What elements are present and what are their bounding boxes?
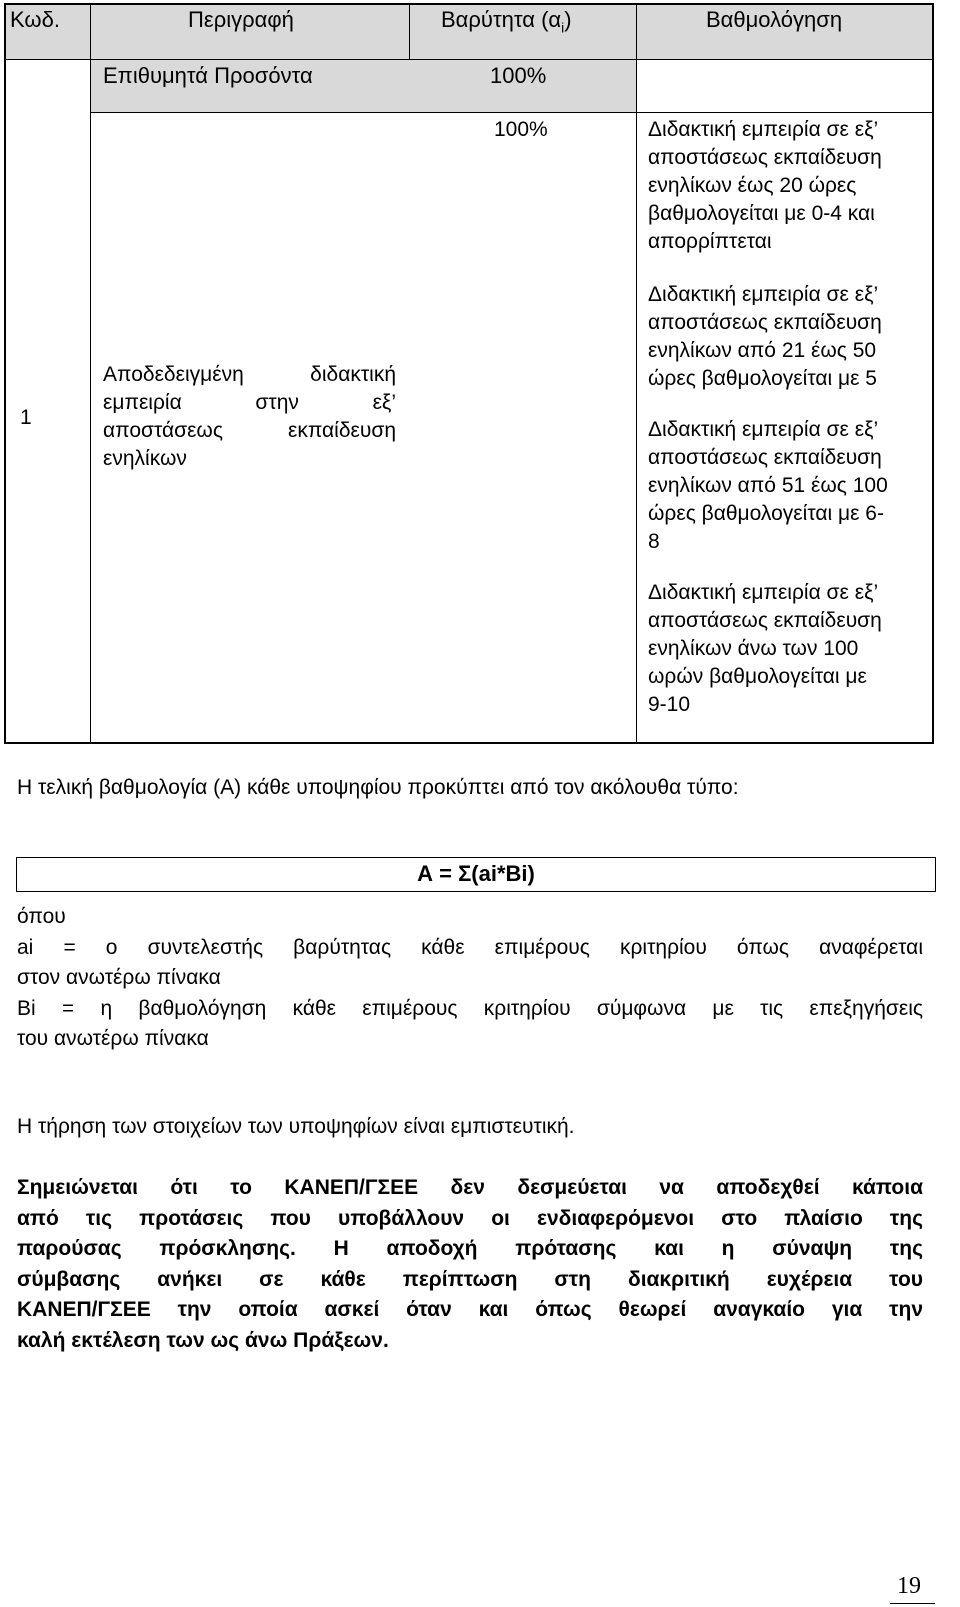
criterion-description <box>103 361 396 473</box>
grading-line: Διδακτική εμπειρία σε εξ’ <box>648 418 879 441</box>
grading-line: ενηλίκων άνω των 100 <box>648 637 859 660</box>
notice-line: καλή εκτέλεση των ως άνω Πράξεων. <box>17 1328 389 1352</box>
table-top-border <box>4 3 934 5</box>
grading-line: ώρες βαθμολογείται με 5 <box>648 367 877 390</box>
grading-line: αποστάσεως εκπαίδευση <box>648 446 882 469</box>
ai-definition-line2: στον ανωτέρω πίνακα <box>17 966 221 989</box>
ai-definition-line1: ai = ο συντελεστής βαρύτητας κάθε επιμέρους κριτηρίου όπως αναφέρεται <box>17 935 923 959</box>
table-section-bottom-border <box>91 112 934 113</box>
criterion-description-line: ενηλίκων <box>103 447 187 470</box>
criterion-code: 1 <box>20 406 32 429</box>
grading-line: 9-10 <box>648 693 691 716</box>
table-weight-col-border <box>409 3 410 60</box>
grading-line: βαθμολογείται με 0-4 και <box>648 202 875 225</box>
table-code-col-border <box>90 3 91 744</box>
grading-line: ενηλίκων έως 20 ώρες <box>648 174 857 197</box>
table-left-border <box>4 3 6 744</box>
notice-paragraph <box>17 1173 923 1356</box>
notice-line: παρούσας πρόσκλησης. Η αποδοχή πρότασης και η σύναψη της <box>17 1237 923 1260</box>
page-number-rule <box>890 1603 935 1604</box>
grading-line: ώρες βαθμολογείται με 6- <box>648 502 884 525</box>
grading-line: Διδακτική εμπειρία σε εξ’ <box>648 118 879 141</box>
section-label: Επιθυμητά Προσόντα <box>103 63 313 88</box>
criterion-description-line: αποστάσεως εκπαίδευση <box>103 419 396 442</box>
grading-block-2 <box>648 281 882 393</box>
bi-definition-line1: Bi = η βαθμολόγηση κάθε επιμέρους κριτηρίου σύμφωνα με τις επεξηγήσεις <box>17 996 923 1020</box>
table-grading-col-border <box>636 3 637 744</box>
formula-box <box>16 857 936 892</box>
confidentiality-note: Η τήρηση των στοιχείων των υποψηφίων είναι εμπιστευτική. <box>17 1115 575 1138</box>
criterion-description-line: Αποδεδειγμένη διδακτική <box>103 363 396 386</box>
grading-block-4 <box>648 579 882 719</box>
page-number: 19 <box>897 1573 921 1599</box>
header-weight <box>441 6 572 41</box>
grading-line: ενηλίκων από 51 έως 100 <box>648 474 888 497</box>
grading-line: αποστάσεως εκπαίδευση <box>648 609 882 632</box>
grading-line: απορρίπτεται <box>648 230 772 253</box>
bi-definition-line2: του ανωτέρω πίνακα <box>17 1027 209 1050</box>
table-header-bottom-border <box>4 59 934 60</box>
criterion-weight: 100% <box>494 118 548 141</box>
grading-line: ενηλίκων από 21 έως 50 <box>648 339 877 362</box>
grading-line: ωρών βαθμολογείται με <box>648 665 867 688</box>
header-description: Περιγραφή <box>188 7 294 32</box>
formula: Α = Σ(ai*Bi) <box>417 861 535 886</box>
where-label: όπου <box>17 905 66 928</box>
grading-block-3 <box>648 416 888 556</box>
section-row-grading-shading <box>637 60 933 113</box>
criterion-description-line: εμπειρία στην εξ’ <box>103 391 396 414</box>
header-weight-sub: i <box>561 19 565 36</box>
table-right-border <box>932 3 934 744</box>
notice-line: από τις προτάσεις που υποβάλλουν οι ενδιαφερόμενοι στο πλαίσιο της <box>17 1206 923 1230</box>
grading-line: αποστάσεως εκπαίδευση <box>648 146 882 169</box>
grading-line: Διδακτική εμπειρία σε εξ’ <box>648 581 879 604</box>
notice-line: Σημειώνεται ότι το ΚΑΝΕΠ/ΓΣΕΕ δεν δεσμεύεται να αποδεχθεί κάποια <box>17 1176 923 1199</box>
final-score-intro: Η τελική βαθμολογία (Α) κάθε υποψηφίου προκύπτει από τον ακόλουθα τύπο: <box>17 776 739 799</box>
header-weight-close: ) <box>564 7 572 32</box>
table-bottom-border <box>4 742 934 744</box>
notice-line: σύμβασης ανήκει σε κάθε περίπτωση στη διακριτική ευχέρεια του <box>17 1267 923 1291</box>
header-code: Κωδ. <box>10 7 60 32</box>
grading-line: Διδακτική εμπειρία σε εξ’ <box>648 283 879 306</box>
where-block <box>17 902 947 1055</box>
header-weight-label: Βαρύτητα (α <box>441 7 562 32</box>
grading-block-1 <box>648 116 882 256</box>
grading-line: αποστάσεως εκπαίδευση <box>648 311 882 334</box>
notice-line: ΚΑΝΕΠ/ΓΣΕΕ την οποία ασκεί όταν και όπως θεωρεί αναγκαίο για την <box>17 1298 923 1321</box>
section-weight: 100% <box>490 63 547 88</box>
header-grading: Βαθμολόγηση <box>706 7 843 32</box>
grading-line: 8 <box>648 530 660 553</box>
